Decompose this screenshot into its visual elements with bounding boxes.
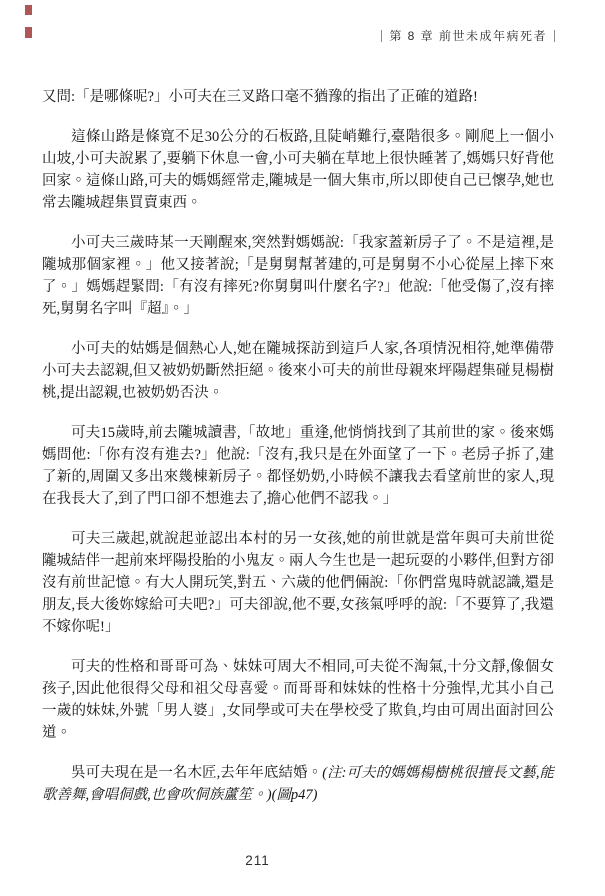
closing-text: 吳可夫現在是一名木匠,去年年底結婚。 (71, 765, 323, 781)
header-rule-right (554, 30, 555, 42)
paragraph: 小可夫三歲時某一天剛醒來,突然對媽媽說:「我家蓋新房子了。不是這裡,是隴城那個家裡。」他又接著說;「是舅舅幫著建的,可是舅舅不小心從屋上摔下來了。」媽媽趕緊問:「有沒有摔死?你舅舅叫什麼名字?」他說:「他受傷了,沒有摔死,舅舅名字叫『超』。」 (42, 235, 554, 317)
page-number: 211 (245, 853, 270, 868)
paragraph: 可夫的性格和哥哥可為、妹妹可周大不相同,可夫從不淘氣,十分文靜,像個女孩子,因此他很得父母和祖父母喜愛。而哥哥和妹妹的性格十分強悍,尤其小自己一歲的妹妹,外號「男人婆」,女同學或可夫在學校受了欺負,均由可周出面討回公道。 (42, 659, 554, 741)
editorial-note: (注:可夫的媽媽楊樹桃很擅長文藝,能歌善舞,會唱侗戲,也會吹侗族蘆笙。)(圖p47) (42, 765, 555, 803)
running-header (381, 28, 555, 44)
red-scan-mark-bottom (25, 27, 32, 38)
paragraph: 這條山路是條寬不足30公分的石板路,且陡峭難行,臺階很多。剛爬上一個小山坡,小可夫說累了,要躺下休息一會,小可夫躺在草地上很快睡著了,媽媽只好背他回家。這條山路,可夫的媽媽經常走,隴城是一個大集市,所以即使自己已懷孕,她也常去隴城趕集買賣東西。 (42, 129, 554, 211)
paragraph: 可夫15歲時,前去隴城讀書,「故地」重逢,他悄悄找到了其前世的家。後來媽媽問他:「你有沒有進去?」他說:「沒有,我只是在外面望了一下。老房子拆了,建了新的,周圍又多出來幾棟新房子。都怪奶奶,小時候不讓我去看望前世的家人,現在我長大了,到了門口卻不想進去了,擔心他們不認我。」 (42, 425, 554, 507)
paragraph: 可夫三歲起,就說起並認出本村的另一女孩,她的前世就是當年與可夫前世從隴城結伴一起前來坪陽投胎的小鬼友。兩人今生也是一起玩耍的小夥伴,但對方卻沒有前世記憶。有大人開玩笑,對五、六歲的他們倆說:「你們當鬼時就認識,還是朋友,長大後妳嫁給可夫吧?」可夫卻說,他不要,女孩氣呼呼的說:「不要算了,我還不嫁你呢!」 (42, 531, 554, 635)
closing-paragraph (42, 762, 554, 806)
red-scan-mark-top (25, 5, 32, 15)
body-text (42, 86, 554, 824)
header-rule-left (381, 30, 382, 42)
chapter-title: 第 8 章 前世未成年病死者 (389, 29, 547, 43)
paragraph: 小可夫的姑媽是個熱心人,她在隴城探訪到這戶人家,各項情況相符,她準備帶小可夫去認親,但又被奶奶斷然拒絕。後來小可夫的前世母親來坪陽趕集碰見楊樹桃,提出認親,也被奶奶否決。 (42, 341, 554, 401)
paragraph: 又問:「是哪條呢?」小可夫在三叉路口毫不猶豫的指出了正確的道路! (42, 89, 478, 105)
